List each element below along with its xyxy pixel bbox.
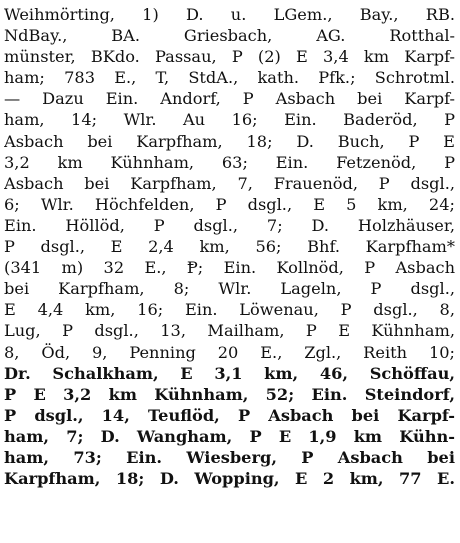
entry-line: (341 m) 32 E., Ᵽ; Ein. Kollnöd, P Asbach (4, 258, 455, 278)
entry-line: Asbach bei Karpfham, 7, Frauenöd, P dsgl., (4, 173, 455, 193)
entry-line: E 4,4 km, 16; Ein. Löwenau, P dsgl., 8, (4, 300, 455, 320)
entry-line: 6; Wlr. Höchfelden, P dsgl., E 5 km, 24; (4, 194, 455, 214)
entry-line: ham, 7; D. Wangham, P E 1,9 km Kühn- (4, 426, 455, 446)
entry-line: NdBay., BA. Griesbach, AG. Rotthal- (4, 26, 455, 46)
entry-line: P dsgl., E 2,4 km, 56; Bhf. Karpfham* (4, 237, 455, 257)
entry-line: ham; 783 E., T, StdA., kath. Pfk.; Schrotml. (4, 68, 455, 88)
entry-line: — Dazu Ein. Andorf, P Asbach bei Karpf- (4, 89, 455, 109)
entry-line: Asbach bei Karpfham, 18; D. Buch, P E (4, 131, 455, 151)
entry-line: P dsgl., 14, Teuflöd, P Asbach bei Karpf- (4, 405, 455, 425)
entry-line: P E 3,2 km Kühnham, 52; Ein. Steindorf, (4, 384, 455, 404)
entry-line: ham, 73; Ein. Wiesberg, P Asbach bei (4, 447, 455, 467)
entry-line: Ein. Höllöd, P dsgl., 7; D. Holzhäuser, (4, 215, 455, 235)
entry-line: Dr. Schalkham, E 3,1 km, 46, Schöffau, (4, 363, 455, 383)
entry-line: Weihmörting, 1) D. u. LGem., Bay., RB. (4, 5, 455, 24)
entry-line: münster, BKdo. Passau, P (2) E 3,4 km Karpf- (4, 47, 455, 67)
entry-line: Lug, P dsgl., 13, Mailham, P E Kühnham, (4, 321, 455, 341)
entry-line: bei Karpfham, 8; Wlr. Lageln, P dsgl., (4, 279, 455, 299)
entry-line: ham, 14; Wlr. Au 16; Ein. Baderöd, P (4, 110, 455, 130)
entry-line: Karpfham, 18; D. Wopping, E 2 km, 77 E. (4, 469, 455, 489)
entry-line: 3,2 km Kühnham, 63; Ein. Fetzenöd, P (4, 152, 455, 172)
entry-line: 8, Öd, 9, Penning 20 E., Zgl., Reith 10; (4, 342, 455, 362)
